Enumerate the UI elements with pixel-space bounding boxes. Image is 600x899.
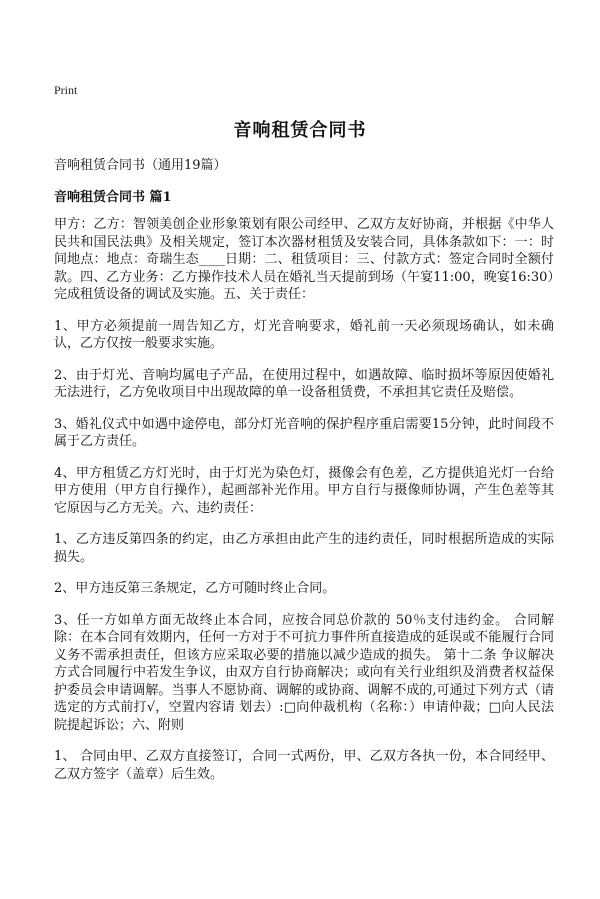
paragraph-clause-4: 4、甲方租赁乙方灯光时，由于灯光为染色灯，摄像会有色差，乙方提供追光灯一台给甲方使用（甲方自行操作），起画部补光作用。甲方自行与摄像师协调，产生色差等其它原因与乙方无关。六、违约责任： [54, 465, 554, 516]
document-body [54, 216, 554, 797]
print-label: Print [54, 83, 78, 97]
document-title: 音响租赁合同书 [233, 120, 367, 141]
document-subtitle: 音响租赁合同书（通用19篇） [54, 158, 227, 173]
paragraph-supplementary-1: 1、 合同由甲、乙双方直接签订，合同一式两份，甲、乙双方各执一份，本合同经甲、乙双方签字（盖章）后生效。 [54, 749, 554, 782]
paragraph-clause-2: 2、由于灯光、音响均属电子产品，在使用过程中，如遇故障、临时损坏等原因使婚礼无法进行，乙方免收项目中出现故障的单一设备租赁费，不承担其它责任及赔偿。 [54, 367, 554, 400]
paragraph-clause-1: 1、甲方必须提前一周告知乙方，灯光音响要求，婚礼前一天必须现场确认，如未确认，乙方仅按一般要求实施。 [54, 318, 554, 351]
paragraph-breach-3: 3、任一方如单方面无故终止本合同，应按合同总价款的 50％支付违约金。 合同解除：在本合同有效期内，任何一方对于不可抗力事件所直接造成的延误或不能履行合同义务不需承担责任，但该方应采取必要的措施以减少造成的损失。 第十二条 争议解决方式合同履行中若发生争议，由双方自行协商解决；或向有关行业组织及消费者权益保护委员会申请调解。当事人不愿协商、调解的或协商、调解不成的,可通过下列方式（请选定的方式前打√，空置内容请 划去）:□向仲裁机构（名称：）申请仲裁；□向人民法院提起诉讼；六、附则 [54, 612, 554, 733]
paragraph-intro: 甲方：乙方：智领美创企业形象策划有限公司经甲、乙双方友好协商，并根据《中华人民共和国民法典》及相关规定，签订本次器材租赁及安装合同，具体条款如下：一：时间地点：地点：奇瑞生态____日期：二、租赁项目：三、付款方式：签定合同时全额付款。四、乙方业务：乙方操作技术人员在婚礼当天提前到场（午宴11:00，晚宴16:30）完成租赁设备的调试及实施。五、关于责任： [54, 217, 554, 302]
section-heading: 音响租赁合同书 篇1 [54, 190, 172, 205]
paragraph-breach-1: 1、乙方违反第四条的约定，由乙方承担由此产生的违约责任，同时根据所造成的实际损失。 [54, 532, 554, 565]
paragraph-breach-2: 2、甲方违反第三条规定，乙方可随时终止合同。 [54, 581, 336, 596]
paragraph-clause-3: 3、婚礼仪式中如遇中途停电，部分灯光音响的保护程序重启需要15分钟，此时间段不属于乙方责任。 [54, 416, 554, 449]
